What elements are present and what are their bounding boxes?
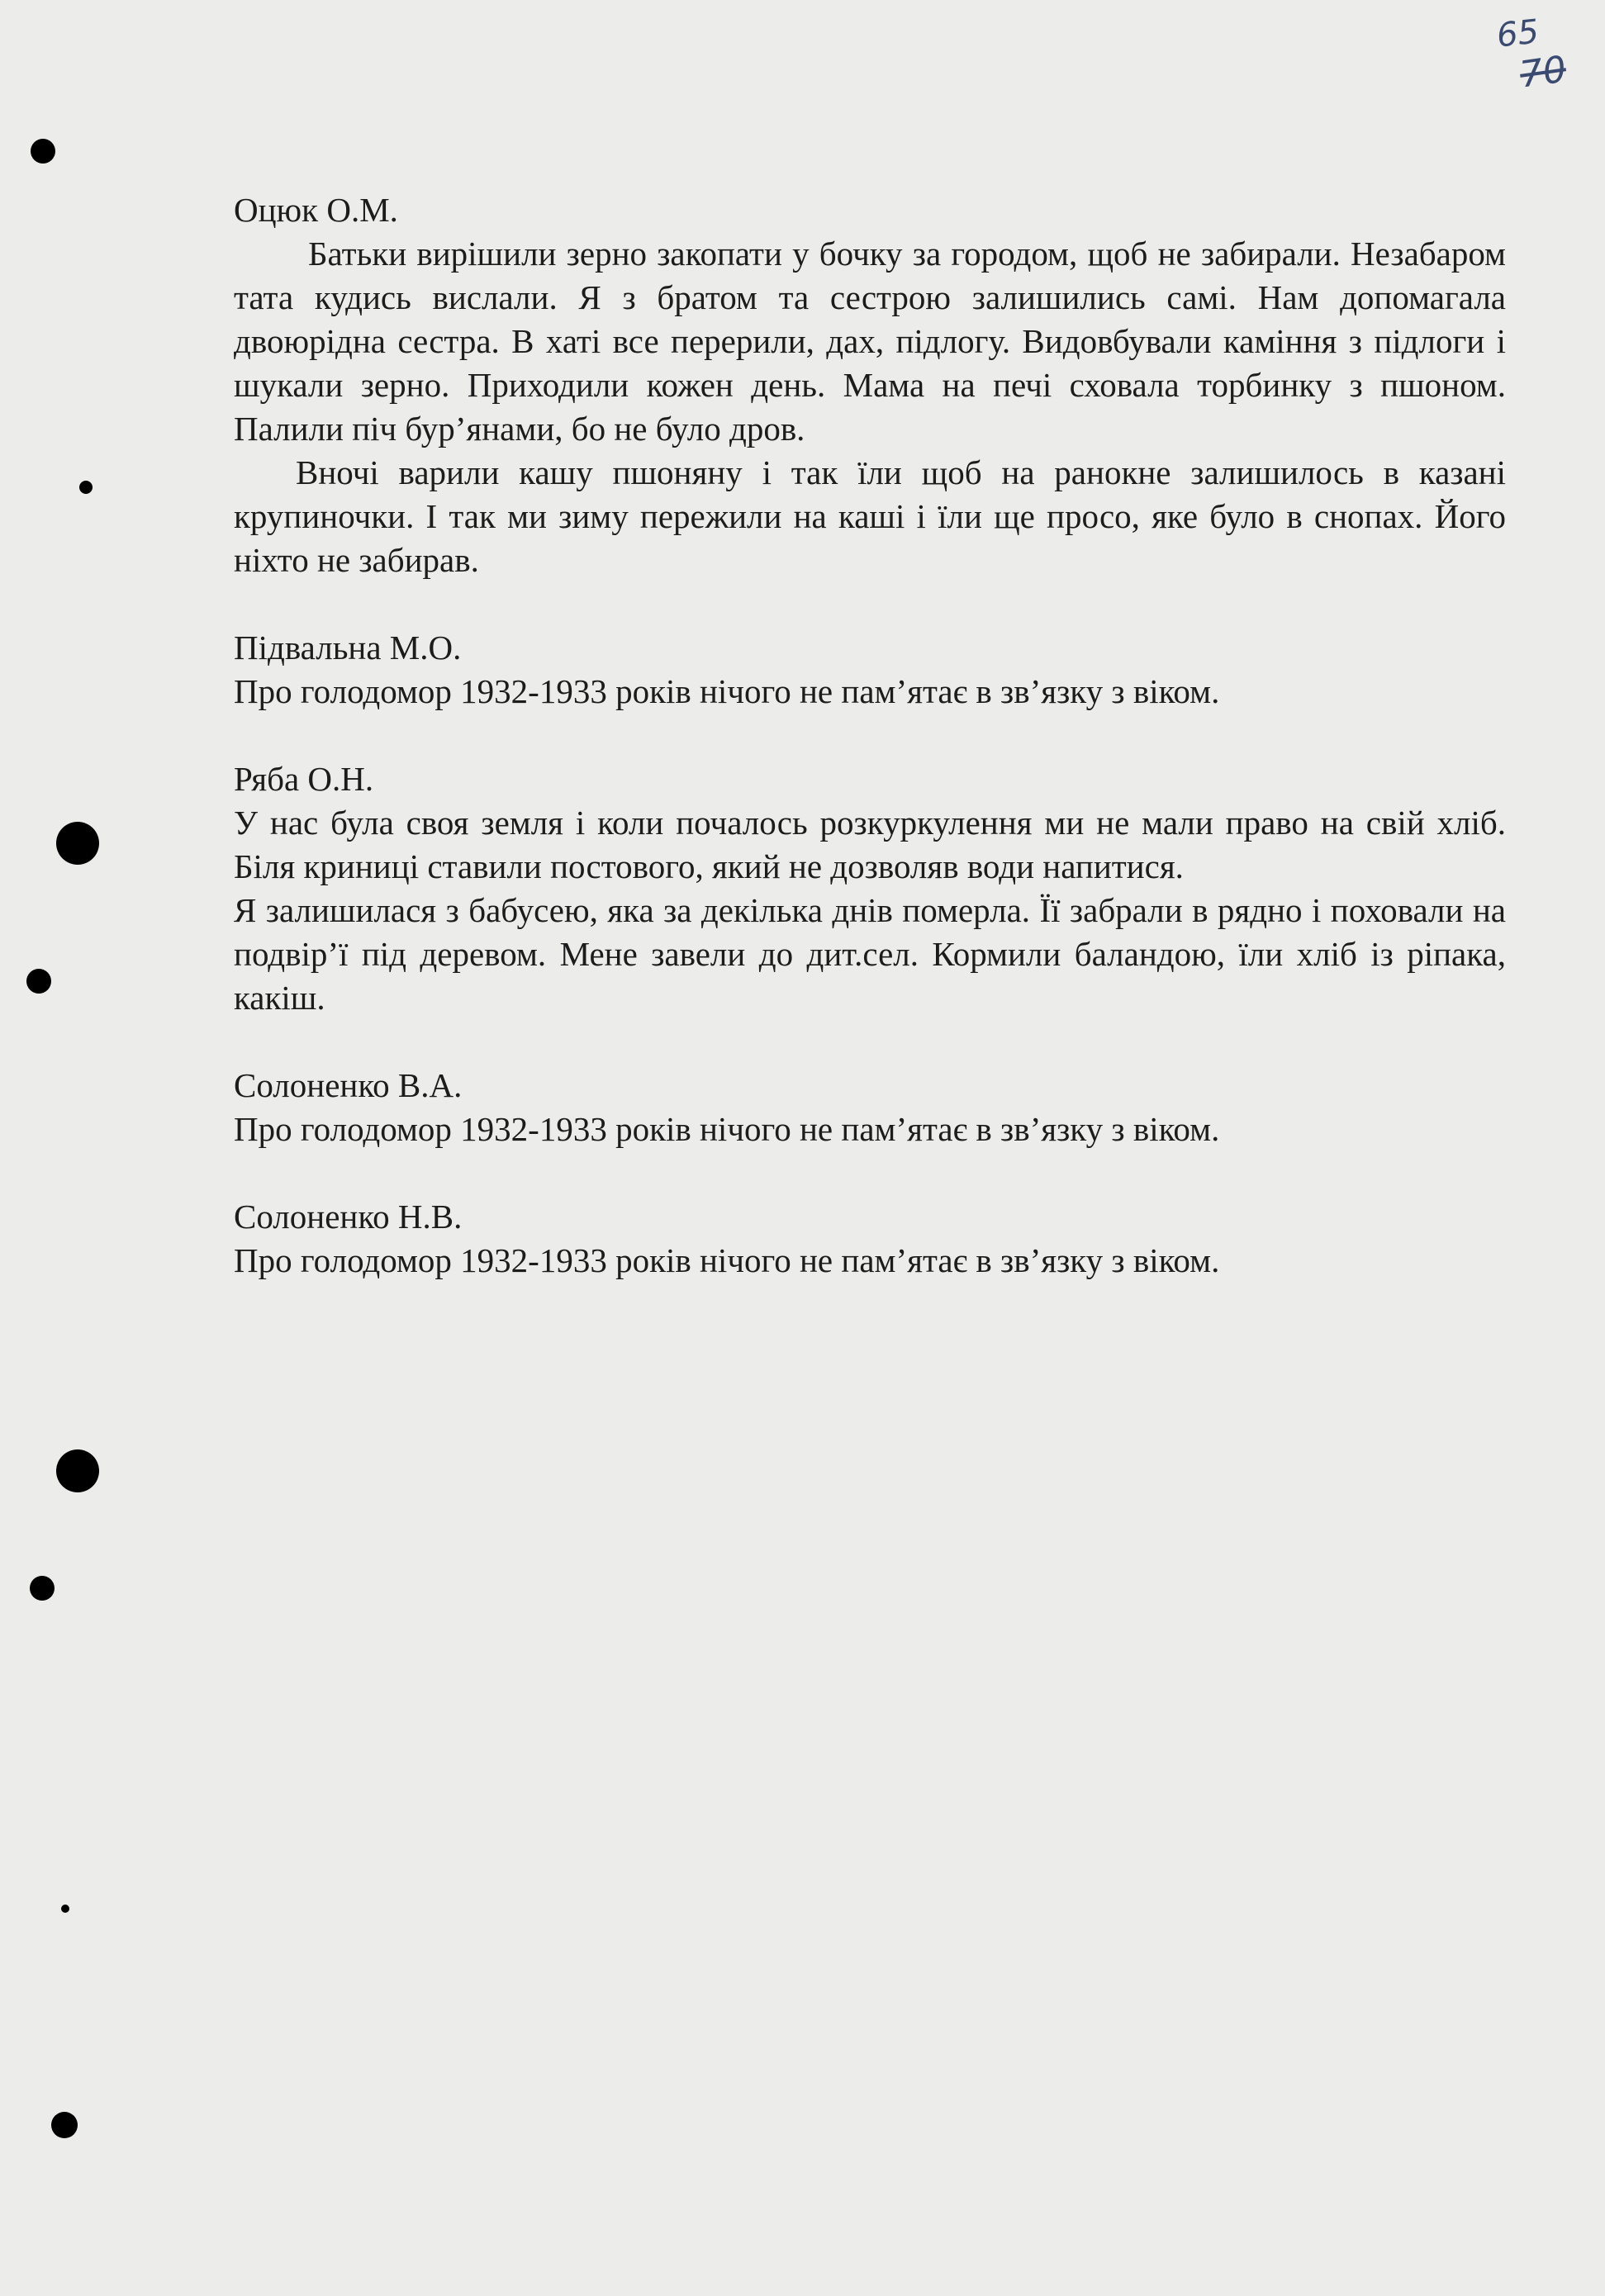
- testimony-entry: [234, 1195, 1506, 1283]
- punch-hole: [30, 1576, 55, 1601]
- testimony-entry: [234, 1064, 1506, 1151]
- testimony-paragraph: У нас була своя земля і коли почалось розкуркулення ми не мали право на свій хліб. Біля криниці ставили постового, який не дозволяв води напитися.: [234, 804, 1506, 885]
- punch-hole: [26, 969, 51, 994]
- person-name: Оцюк О.М.: [234, 191, 398, 229]
- punch-hole: [56, 1449, 99, 1492]
- page-number-current: 65: [1494, 12, 1541, 55]
- page-number-previous: 70: [1517, 48, 1569, 97]
- punch-hole: [51, 2112, 78, 2138]
- testimony-entry: [234, 626, 1506, 714]
- testimony-paragraph: Про голодомор 1932-1933 років нічого не пам’ятає в зв’язку з віком.: [234, 1241, 1220, 1279]
- testimony-entry: [234, 188, 1506, 582]
- punch-hole: [31, 139, 55, 164]
- punch-hole: [61, 1905, 69, 1913]
- person-name: Ряба О.Н.: [234, 760, 374, 798]
- person-name: Солоненко Н.В.: [234, 1198, 463, 1236]
- punch-hole: [79, 481, 93, 494]
- testimony-paragraph: Вночі варили кашу пшоняну і так їли щоб на ранокне залишилось в казані крупиночки. І так ми зиму пережили на каші і їли ще просо, яке було в снопах. Його ніхто не забирав.: [234, 453, 1506, 579]
- testimony-paragraph: Я залишилася з бабусею, яка за декілька днів померла. Її забрали в рядно і поховали на подвір’ї під деревом. Мене завели до дит.сел. Кормили баландою, їли хліб із ріпака, какіш.: [234, 891, 1506, 1017]
- testimony-paragraph: Батьки вирішили зерно закопати у бочку за городом, щоб не забирали. Незабаром тата кудись вислали. Я з братом та сестрою залишились самі. Нам допомагала двоюрідна сестра. В хаті все перерили, дах, підлогу. Видовбували каміння з підлоги і шукали зерно. Приходили кожен день. Мама на печі сховала торбинку з пшоном. Палили піч бур’янами, бо не було дров.: [234, 235, 1506, 448]
- testimony-entry: [234, 757, 1506, 1020]
- testimony-paragraph: Про голодомор 1932-1933 років нічого не пам’ятає в зв’язку з віком.: [234, 1110, 1220, 1148]
- person-name: Солоненко В.А.: [234, 1066, 463, 1104]
- testimony-paragraph: Про голодомор 1932-1933 років нічого не пам’ятає в зв’язку з віком.: [234, 672, 1220, 710]
- testimony-list: [234, 188, 1506, 1326]
- punch-hole: [56, 822, 99, 865]
- person-name: Підвальна М.О.: [234, 629, 462, 667]
